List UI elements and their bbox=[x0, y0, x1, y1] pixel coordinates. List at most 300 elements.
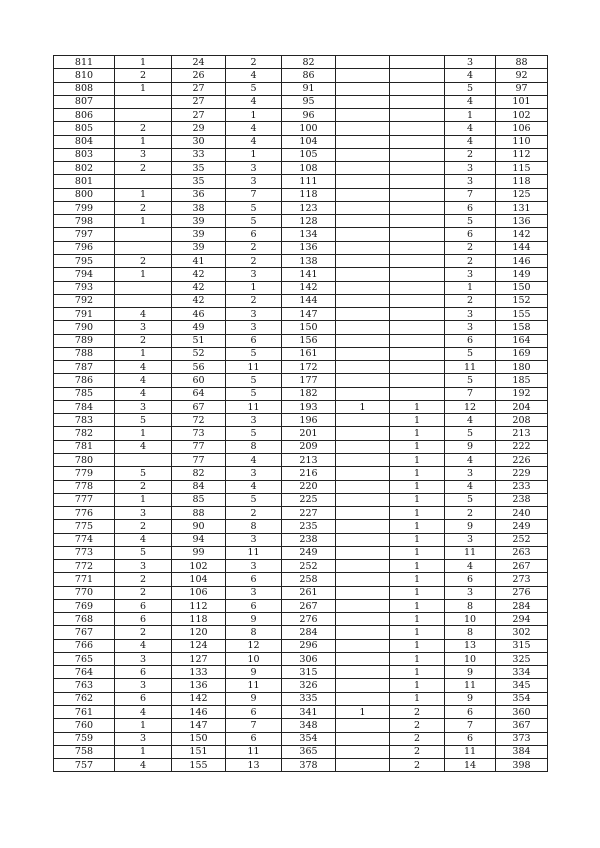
table-cell-col-8: 2 bbox=[445, 241, 496, 254]
table-cell-col-9: 249 bbox=[496, 520, 548, 533]
table-cell-col-7 bbox=[390, 201, 445, 214]
table-cell-col-6 bbox=[336, 148, 390, 161]
table-cell-col-8: 9 bbox=[445, 666, 496, 679]
table-cell-col-9: 233 bbox=[496, 480, 548, 493]
table-cell-col-9: 384 bbox=[496, 745, 548, 758]
table-cell-col-6 bbox=[336, 135, 390, 148]
table-cell-score: 771 bbox=[54, 573, 115, 586]
table-cell-col-7: 1 bbox=[390, 599, 445, 612]
table-row bbox=[54, 122, 548, 135]
table-cell-col-7: 1 bbox=[390, 520, 445, 533]
table-cell-score: 759 bbox=[54, 732, 115, 745]
table-cell-col-4: 5 bbox=[226, 215, 282, 228]
table-cell-score: 811 bbox=[54, 56, 115, 69]
table-cell-col-5: 220 bbox=[282, 480, 336, 493]
table-cell-col-2: 3 bbox=[115, 732, 172, 745]
table-cell-col-3: 60 bbox=[172, 374, 226, 387]
table-cell-col-3: 36 bbox=[172, 188, 226, 201]
table-cell-col-8: 4 bbox=[445, 122, 496, 135]
table-cell-col-9: 92 bbox=[496, 69, 548, 82]
table-cell-col-6 bbox=[336, 69, 390, 82]
table-cell-col-4: 5 bbox=[226, 82, 282, 95]
table-cell-col-2: 3 bbox=[115, 400, 172, 413]
table-cell-col-9: 169 bbox=[496, 347, 548, 360]
table-cell-col-5: 95 bbox=[282, 95, 336, 108]
table-cell-col-7: 1 bbox=[390, 586, 445, 599]
table-cell-col-4: 5 bbox=[226, 347, 282, 360]
table-cell-col-9: 354 bbox=[496, 692, 548, 705]
table-cell-col-8: 3 bbox=[445, 467, 496, 480]
table-cell-col-2 bbox=[115, 453, 172, 466]
table-cell-col-9: 267 bbox=[496, 560, 548, 573]
table-cell-col-2: 1 bbox=[115, 719, 172, 732]
table-cell-col-3: 42 bbox=[172, 268, 226, 281]
table-cell-col-5: 138 bbox=[282, 254, 336, 267]
table-cell-col-5: 136 bbox=[282, 241, 336, 254]
table-cell-col-7 bbox=[390, 281, 445, 294]
table-cell-col-7: 2 bbox=[390, 732, 445, 745]
table-cell-col-2: 4 bbox=[115, 387, 172, 400]
table-cell-col-9: 106 bbox=[496, 122, 548, 135]
table-cell-col-8: 9 bbox=[445, 692, 496, 705]
table-cell-col-8: 10 bbox=[445, 613, 496, 626]
table-cell-col-5: 105 bbox=[282, 148, 336, 161]
table-cell-col-7: 2 bbox=[390, 745, 445, 758]
table-cell-col-3: 41 bbox=[172, 254, 226, 267]
table-row bbox=[54, 334, 548, 347]
table-cell-col-3: 82 bbox=[172, 467, 226, 480]
table-cell-col-2: 1 bbox=[115, 493, 172, 506]
table-cell-col-4: 10 bbox=[226, 652, 282, 665]
table-cell-col-7 bbox=[390, 254, 445, 267]
table-cell-col-2: 1 bbox=[115, 268, 172, 281]
table-cell-col-8: 6 bbox=[445, 573, 496, 586]
table-cell-col-8: 8 bbox=[445, 626, 496, 639]
table-cell-col-8: 5 bbox=[445, 427, 496, 440]
table-cell-col-3: 88 bbox=[172, 507, 226, 520]
table-cell-col-4: 6 bbox=[226, 732, 282, 745]
table-cell-col-6 bbox=[336, 175, 390, 188]
table-cell-col-9: 101 bbox=[496, 95, 548, 108]
table-row bbox=[54, 188, 548, 201]
table-cell-score: 797 bbox=[54, 228, 115, 241]
table-cell-col-7: 1 bbox=[390, 666, 445, 679]
table-cell-col-6 bbox=[336, 361, 390, 374]
table-cell-col-8: 2 bbox=[445, 507, 496, 520]
table-cell-col-7 bbox=[390, 387, 445, 400]
table-cell-col-7 bbox=[390, 162, 445, 175]
table-row bbox=[54, 201, 548, 214]
table-cell-col-5: 365 bbox=[282, 745, 336, 758]
table-cell-col-3: 27 bbox=[172, 95, 226, 108]
table-cell-col-6 bbox=[336, 374, 390, 387]
table-cell-col-2: 1 bbox=[115, 135, 172, 148]
table-cell-col-9: 115 bbox=[496, 162, 548, 175]
table-cell-score: 807 bbox=[54, 95, 115, 108]
table-cell-col-6 bbox=[336, 520, 390, 533]
table-cell-col-5: 235 bbox=[282, 520, 336, 533]
table-cell-col-5: 172 bbox=[282, 361, 336, 374]
table-cell-col-8: 4 bbox=[445, 95, 496, 108]
table-cell-col-9: 398 bbox=[496, 759, 548, 772]
table-cell-col-7 bbox=[390, 215, 445, 228]
table-row bbox=[54, 706, 548, 719]
table-cell-col-4: 11 bbox=[226, 400, 282, 413]
table-cell-col-8: 5 bbox=[445, 215, 496, 228]
table-cell-col-8: 5 bbox=[445, 82, 496, 95]
table-cell-col-6 bbox=[336, 56, 390, 69]
table-cell-score: 800 bbox=[54, 188, 115, 201]
table-cell-col-8: 5 bbox=[445, 493, 496, 506]
table-cell-col-9: 144 bbox=[496, 241, 548, 254]
table-cell-col-6 bbox=[336, 268, 390, 281]
table-cell-col-9: 185 bbox=[496, 374, 548, 387]
table-cell-score: 760 bbox=[54, 719, 115, 732]
table-cell-col-3: 104 bbox=[172, 573, 226, 586]
table-cell-col-8: 1 bbox=[445, 281, 496, 294]
table-cell-score: 763 bbox=[54, 679, 115, 692]
table-cell-col-9: 273 bbox=[496, 573, 548, 586]
table-cell-col-6 bbox=[336, 613, 390, 626]
table-row bbox=[54, 109, 548, 122]
table-cell-col-2: 4 bbox=[115, 706, 172, 719]
table-cell-col-2: 4 bbox=[115, 374, 172, 387]
score-distribution-table bbox=[53, 55, 548, 772]
table-cell-col-6 bbox=[336, 427, 390, 440]
table-cell-col-4: 11 bbox=[226, 745, 282, 758]
table-cell-col-5: 348 bbox=[282, 719, 336, 732]
table-cell-col-7: 2 bbox=[390, 706, 445, 719]
table-cell-col-8: 11 bbox=[445, 679, 496, 692]
table-row bbox=[54, 387, 548, 400]
table-row bbox=[54, 520, 548, 533]
table-cell-col-3: 42 bbox=[172, 281, 226, 294]
table-cell-col-5: 326 bbox=[282, 679, 336, 692]
table-cell-score: 767 bbox=[54, 626, 115, 639]
table-cell-col-8: 3 bbox=[445, 268, 496, 281]
table-cell-col-8: 4 bbox=[445, 414, 496, 427]
table-cell-col-9: 334 bbox=[496, 666, 548, 679]
table-row bbox=[54, 533, 548, 546]
table-cell-col-6: 1 bbox=[336, 706, 390, 719]
table-body bbox=[54, 56, 548, 772]
table-cell-col-3: 27 bbox=[172, 82, 226, 95]
table-cell-col-3: 29 bbox=[172, 122, 226, 135]
table-cell-score: 808 bbox=[54, 82, 115, 95]
table-cell-col-5: 341 bbox=[282, 706, 336, 719]
table-cell-col-3: 94 bbox=[172, 533, 226, 546]
table-cell-col-8: 4 bbox=[445, 560, 496, 573]
table-cell-col-3: 136 bbox=[172, 679, 226, 692]
table-cell-col-5: 193 bbox=[282, 400, 336, 413]
table-cell-col-7 bbox=[390, 347, 445, 360]
table-cell-col-8: 4 bbox=[445, 69, 496, 82]
table-cell-col-4: 7 bbox=[226, 188, 282, 201]
table-cell-col-8: 4 bbox=[445, 453, 496, 466]
table-cell-col-9: 110 bbox=[496, 135, 548, 148]
table-cell-col-2 bbox=[115, 294, 172, 307]
table-cell-col-8: 3 bbox=[445, 586, 496, 599]
table-cell-col-7 bbox=[390, 69, 445, 82]
table-cell-col-4: 6 bbox=[226, 706, 282, 719]
table-cell-col-4: 4 bbox=[226, 69, 282, 82]
table-cell-col-4: 6 bbox=[226, 599, 282, 612]
table-cell-col-8: 1 bbox=[445, 109, 496, 122]
table-cell-col-6 bbox=[336, 347, 390, 360]
table-cell-col-3: 30 bbox=[172, 135, 226, 148]
table-cell-col-2: 6 bbox=[115, 599, 172, 612]
table-cell-col-9: 118 bbox=[496, 175, 548, 188]
table-cell-col-9: 97 bbox=[496, 82, 548, 95]
table-cell-score: 781 bbox=[54, 440, 115, 453]
table-cell-col-6 bbox=[336, 679, 390, 692]
table-cell-score: 806 bbox=[54, 109, 115, 122]
table-cell-col-9: 88 bbox=[496, 56, 548, 69]
table-cell-col-8: 11 bbox=[445, 546, 496, 559]
table-row bbox=[54, 453, 548, 466]
table-cell-col-7 bbox=[390, 109, 445, 122]
table-cell-score: 757 bbox=[54, 759, 115, 772]
table-cell-col-7 bbox=[390, 321, 445, 334]
table-cell-col-8: 6 bbox=[445, 228, 496, 241]
table-cell-col-3: 56 bbox=[172, 361, 226, 374]
table-cell-col-5: 276 bbox=[282, 613, 336, 626]
table-cell-col-6 bbox=[336, 294, 390, 307]
table-row bbox=[54, 546, 548, 559]
table-cell-col-9: 192 bbox=[496, 387, 548, 400]
table-cell-col-7 bbox=[390, 241, 445, 254]
table-row bbox=[54, 652, 548, 665]
table-cell-col-5: 141 bbox=[282, 268, 336, 281]
table-cell-col-3: 51 bbox=[172, 334, 226, 347]
table-cell-col-2: 5 bbox=[115, 414, 172, 427]
table-cell-col-4: 3 bbox=[226, 586, 282, 599]
table-cell-col-6 bbox=[336, 586, 390, 599]
table-cell-col-5: 227 bbox=[282, 507, 336, 520]
table-row bbox=[54, 95, 548, 108]
table-cell-col-3: 35 bbox=[172, 162, 226, 175]
table-cell-score: 782 bbox=[54, 427, 115, 440]
table-row bbox=[54, 560, 548, 573]
table-cell-col-3: 146 bbox=[172, 706, 226, 719]
table-cell-col-4: 4 bbox=[226, 453, 282, 466]
table-cell-col-5: 267 bbox=[282, 599, 336, 612]
table-cell-col-6 bbox=[336, 453, 390, 466]
table-cell-col-6 bbox=[336, 467, 390, 480]
table-cell-col-9: 276 bbox=[496, 586, 548, 599]
table-cell-col-8: 4 bbox=[445, 480, 496, 493]
table-cell-score: 786 bbox=[54, 374, 115, 387]
table-cell-col-3: 133 bbox=[172, 666, 226, 679]
table-cell-col-8: 6 bbox=[445, 201, 496, 214]
table-cell-col-9: 294 bbox=[496, 613, 548, 626]
table-cell-col-3: 124 bbox=[172, 639, 226, 652]
table-cell-col-2: 2 bbox=[115, 69, 172, 82]
table-cell-score: 805 bbox=[54, 122, 115, 135]
table-row bbox=[54, 573, 548, 586]
table-cell-col-9: 284 bbox=[496, 599, 548, 612]
table-cell-col-4: 3 bbox=[226, 268, 282, 281]
table-cell-col-5: 306 bbox=[282, 652, 336, 665]
table-cell-col-8: 7 bbox=[445, 387, 496, 400]
table-cell-col-2: 2 bbox=[115, 626, 172, 639]
table-cell-col-9: 226 bbox=[496, 453, 548, 466]
table-cell-score: 798 bbox=[54, 215, 115, 228]
table-cell-col-8: 11 bbox=[445, 745, 496, 758]
table-cell-col-4: 11 bbox=[226, 361, 282, 374]
table-cell-col-4: 3 bbox=[226, 321, 282, 334]
table-cell-col-2: 2 bbox=[115, 480, 172, 493]
table-cell-col-7 bbox=[390, 334, 445, 347]
table-cell-col-7: 1 bbox=[390, 613, 445, 626]
table-row bbox=[54, 440, 548, 453]
table-cell-col-8: 3 bbox=[445, 308, 496, 321]
table-cell-score: 787 bbox=[54, 361, 115, 374]
table-cell-col-5: 161 bbox=[282, 347, 336, 360]
table-cell-col-4: 6 bbox=[226, 228, 282, 241]
table-cell-col-6 bbox=[336, 719, 390, 732]
table-cell-col-7: 1 bbox=[390, 507, 445, 520]
table-cell-col-5: 249 bbox=[282, 546, 336, 559]
table-cell-col-8: 12 bbox=[445, 400, 496, 413]
table-cell-col-6 bbox=[336, 652, 390, 665]
table-cell-col-7: 1 bbox=[390, 626, 445, 639]
table-cell-col-9: 180 bbox=[496, 361, 548, 374]
table-cell-score: 780 bbox=[54, 453, 115, 466]
table-cell-score: 770 bbox=[54, 586, 115, 599]
table-cell-col-7: 1 bbox=[390, 533, 445, 546]
table-cell-col-8: 5 bbox=[445, 347, 496, 360]
table-row bbox=[54, 148, 548, 161]
table-cell-score: 765 bbox=[54, 652, 115, 665]
table-row bbox=[54, 414, 548, 427]
table-cell-col-8: 13 bbox=[445, 639, 496, 652]
table-row bbox=[54, 427, 548, 440]
table-row bbox=[54, 692, 548, 705]
table-cell-col-2: 2 bbox=[115, 254, 172, 267]
table-cell-col-7 bbox=[390, 268, 445, 281]
table-cell-col-4: 5 bbox=[226, 493, 282, 506]
table-row bbox=[54, 135, 548, 148]
table-cell-score: 789 bbox=[54, 334, 115, 347]
table-cell-col-6 bbox=[336, 321, 390, 334]
table-cell-score: 777 bbox=[54, 493, 115, 506]
table-cell-col-8: 10 bbox=[445, 652, 496, 665]
table-row bbox=[54, 639, 548, 652]
table-cell-col-9: 204 bbox=[496, 400, 548, 413]
table-cell-col-7 bbox=[390, 228, 445, 241]
table-cell-col-8: 2 bbox=[445, 294, 496, 307]
table-row bbox=[54, 215, 548, 228]
table-cell-col-5: 86 bbox=[282, 69, 336, 82]
table-cell-score: 801 bbox=[54, 175, 115, 188]
table-cell-col-8: 9 bbox=[445, 440, 496, 453]
table-cell-col-6 bbox=[336, 666, 390, 679]
table-cell-col-9: 315 bbox=[496, 639, 548, 652]
table-cell-score: 761 bbox=[54, 706, 115, 719]
table-cell-col-5: 123 bbox=[282, 201, 336, 214]
table-cell-col-5: 91 bbox=[282, 82, 336, 95]
table-cell-col-6 bbox=[336, 414, 390, 427]
table-cell-score: 810 bbox=[54, 69, 115, 82]
table-cell-col-2: 3 bbox=[115, 148, 172, 161]
table-cell-col-2: 3 bbox=[115, 507, 172, 520]
table-cell-col-2: 1 bbox=[115, 215, 172, 228]
table-cell-score: 772 bbox=[54, 560, 115, 573]
table-cell-col-5: 209 bbox=[282, 440, 336, 453]
table-cell-score: 766 bbox=[54, 639, 115, 652]
table-cell-col-4: 5 bbox=[226, 201, 282, 214]
table-cell-col-6 bbox=[336, 546, 390, 559]
table-cell-col-4: 9 bbox=[226, 692, 282, 705]
table-cell-col-2: 1 bbox=[115, 745, 172, 758]
table-cell-col-2: 4 bbox=[115, 759, 172, 772]
table-row bbox=[54, 480, 548, 493]
table-cell-score: 762 bbox=[54, 692, 115, 705]
table-cell-col-9: 252 bbox=[496, 533, 548, 546]
table-cell-col-9: 150 bbox=[496, 281, 548, 294]
table-cell-col-3: 38 bbox=[172, 201, 226, 214]
table-cell-col-3: 147 bbox=[172, 719, 226, 732]
table-cell-col-4: 8 bbox=[226, 626, 282, 639]
table-cell-col-7 bbox=[390, 122, 445, 135]
table-row bbox=[54, 666, 548, 679]
table-cell-col-7: 2 bbox=[390, 759, 445, 772]
table-cell-col-3: 127 bbox=[172, 652, 226, 665]
table-cell-score: 764 bbox=[54, 666, 115, 679]
table-cell-col-7: 1 bbox=[390, 639, 445, 652]
table-cell-col-9: 213 bbox=[496, 427, 548, 440]
table-cell-col-8: 9 bbox=[445, 520, 496, 533]
table-cell-col-4: 1 bbox=[226, 109, 282, 122]
table-cell-col-5: 150 bbox=[282, 321, 336, 334]
table-row bbox=[54, 745, 548, 758]
table-cell-col-4: 4 bbox=[226, 480, 282, 493]
table-cell-col-4: 9 bbox=[226, 666, 282, 679]
table-cell-col-5: 147 bbox=[282, 308, 336, 321]
table-cell-col-4: 3 bbox=[226, 175, 282, 188]
table-row bbox=[54, 719, 548, 732]
table-cell-col-7 bbox=[390, 56, 445, 69]
table-cell-col-3: 155 bbox=[172, 759, 226, 772]
table-cell-score: 778 bbox=[54, 480, 115, 493]
table-cell-col-2: 2 bbox=[115, 573, 172, 586]
table-cell-col-6 bbox=[336, 109, 390, 122]
table-row bbox=[54, 507, 548, 520]
table-cell-col-5: 96 bbox=[282, 109, 336, 122]
table-cell-col-6 bbox=[336, 639, 390, 652]
table-cell-col-8: 7 bbox=[445, 188, 496, 201]
table-cell-col-9: 367 bbox=[496, 719, 548, 732]
table-cell-col-4: 3 bbox=[226, 467, 282, 480]
table-cell-col-2 bbox=[115, 175, 172, 188]
table-cell-col-6 bbox=[336, 201, 390, 214]
table-cell-col-2: 2 bbox=[115, 586, 172, 599]
table-cell-col-4: 5 bbox=[226, 374, 282, 387]
table-cell-col-9: 325 bbox=[496, 652, 548, 665]
table-cell-col-2: 1 bbox=[115, 82, 172, 95]
table-row bbox=[54, 759, 548, 772]
table-cell-col-4: 11 bbox=[226, 679, 282, 692]
table-cell-score: 792 bbox=[54, 294, 115, 307]
table-row bbox=[54, 228, 548, 241]
table-cell-col-2 bbox=[115, 281, 172, 294]
table-row bbox=[54, 613, 548, 626]
table-cell-score: 785 bbox=[54, 387, 115, 400]
table-cell-col-3: 106 bbox=[172, 586, 226, 599]
table-cell-col-2: 2 bbox=[115, 520, 172, 533]
table-cell-col-6 bbox=[336, 573, 390, 586]
